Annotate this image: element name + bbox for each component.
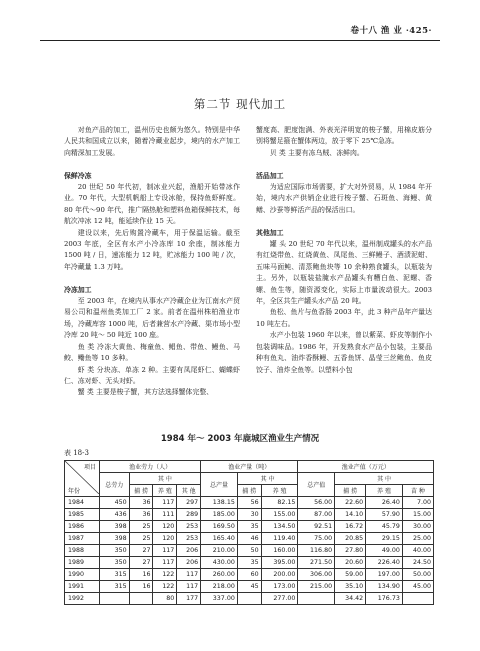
value-cell: 30.00 [402, 521, 433, 533]
table-row [65, 593, 434, 605]
value-cell: 134.90 [366, 581, 403, 593]
value-cell: 253 [177, 521, 201, 533]
value-cell: 120 [153, 533, 177, 545]
header-total-labor: 总劳力 [100, 473, 130, 497]
table-row [65, 557, 434, 569]
table-row [65, 569, 434, 581]
table-title: 1984 年～ 2003 年鹿城区渔业生产情况 [160, 434, 320, 444]
value-cell: 306.00 [298, 569, 335, 581]
section-title: 第二节 现代加工 [193, 97, 287, 111]
value-cell: 60 [237, 569, 261, 581]
year-cell: 1985 [65, 509, 100, 521]
value-cell: 215.00 [298, 581, 335, 593]
value-cell: 116.80 [298, 545, 335, 557]
value-cell: 45 [237, 581, 261, 593]
value-cell: 50.00 [402, 569, 433, 581]
header-aquaculture: 养 殖 [261, 485, 298, 497]
paragraph: 鱼松、鱼片与鱼香肠 2003 年，此 3 种产品年产量达 10 吨左右。 [256, 308, 432, 328]
subheading-live: 活品加工 [256, 171, 284, 180]
value-cell: 117 [153, 557, 177, 569]
value-cell: 80 [153, 593, 177, 605]
value-cell: 57.90 [366, 509, 403, 521]
table-row [65, 497, 434, 509]
value-cell: 117 [153, 545, 177, 557]
value-cell: 117 [153, 497, 177, 509]
value-cell: 169.50 [201, 521, 238, 533]
left-column [64, 125, 240, 399]
value-cell: 315 [100, 569, 130, 581]
value-cell: 92.51 [298, 521, 335, 533]
value-cell: 155.00 [261, 509, 298, 521]
value-cell: 35.10 [335, 581, 366, 593]
value-cell: 120 [153, 521, 177, 533]
value-cell: 29.15 [366, 533, 403, 545]
header-of: 其 中 [129, 473, 201, 485]
header-seed: 苗 种 [402, 485, 433, 497]
paragraph: 20 世纪 50 年代初，制冰业兴起，渔船开始带冰作业。70 年代，大型机帆船上专设冰舱，保持鱼虾鲜度。80 年代～90 年代，推广隔热舱和塑料鱼箱保鲜技术，每航次冲冰 12 吨，能延续作业 15 天。 [64, 183, 240, 226]
value-cell: 40.00 [402, 545, 433, 557]
year-cell: 1989 [65, 557, 100, 569]
value-cell: 297 [177, 497, 201, 509]
value-cell: 122 [153, 569, 177, 581]
value-cell: 49.00 [366, 545, 403, 557]
value-cell: 36 [129, 509, 153, 521]
table-row [65, 581, 434, 593]
value-cell [129, 593, 153, 605]
paragraph: 建设以来，先后购置冷藏车，用于保温运输。截至 2003 年底，全区有水产小冷冻库 10 余座，制冰能力 1500 吨 / 日，速冻能力 12 吨，贮冰能力 100 吨 / 次，年冷藏量 1.3 万吨。 [64, 228, 240, 271]
header-text: 卷十八 渔 业 ·425· [350, 26, 432, 36]
value-cell [402, 593, 433, 605]
value-cell: 177 [177, 593, 201, 605]
value-cell: 289 [177, 509, 201, 521]
header-fishing: 捕 捞 [129, 485, 153, 497]
value-cell: 134.50 [261, 521, 298, 533]
value-cell: 206 [177, 545, 201, 557]
value-cell: 185.00 [201, 509, 238, 521]
table-row [65, 545, 434, 557]
value-cell: 277.00 [261, 593, 298, 605]
value-cell: 27 [129, 557, 153, 569]
value-cell: 197.00 [366, 569, 403, 581]
value-cell: 45.00 [402, 581, 433, 593]
table-row [65, 533, 434, 545]
year-cell: 1986 [65, 521, 100, 533]
value-cell: 22.60 [335, 497, 366, 509]
value-cell: 111 [153, 509, 177, 521]
header-output: 渔业产量（吨） [201, 461, 298, 473]
paragraph: 贝 类 主要有冻乌贼、冻鲜肉。 [269, 148, 364, 157]
paragraph: 罐 头 20 世纪 70 年代以来，温州制成罐头的水产品有红烧带鱼、红烧黄鱼、凤尾鱼、三鲜鳗子、酒渍泥蚶、五味马面鲀、清蒸鲍鱼块等 10 余种熟食罐头，以瓶装为主。另外，以瓶装盐腌水产品罐头有糟白鱼、泥螺、香螺、鱼生等，随资源变化，实际上市量波动很大。2003 年，全区共生产罐头水产品 20 吨。 [256, 240, 432, 306]
value-cell: 398 [100, 533, 130, 545]
value-cell: 50 [237, 545, 261, 557]
year-cell: 1988 [65, 545, 100, 557]
value-cell: 176.73 [366, 593, 403, 605]
subheading-other: 其他加工 [256, 228, 284, 237]
header-total-output: 总产量 [201, 473, 238, 497]
value-cell: 450 [100, 497, 130, 509]
paragraph: 虾 类 分块冻、单冻 2 种。主要有凤尾虾仁、蝴蝶虾仁、冻对虾、无头对虾。 [64, 365, 240, 385]
value-cell: 337.00 [201, 593, 238, 605]
value-cell: 46 [237, 533, 261, 545]
value-cell: 27.80 [335, 545, 366, 557]
year-cell: 1987 [65, 533, 100, 545]
value-cell: 35 [237, 557, 261, 569]
table-label: 表 18-3 [64, 449, 89, 457]
value-cell: 26.40 [366, 497, 403, 509]
value-cell: 395.00 [261, 557, 298, 569]
year-cell: 1984 [65, 497, 100, 509]
header-aquaculture: 养 殖 [153, 485, 177, 497]
value-cell: 260.00 [201, 569, 238, 581]
header-of: 其 中 [237, 473, 298, 485]
value-cell: 24.50 [402, 557, 433, 569]
value-cell [298, 593, 335, 605]
value-cell: 87.00 [298, 509, 335, 521]
value-cell: 119.40 [261, 533, 298, 545]
paragraph: 为适应国际市场需要，扩大对外贸易，从 1984 年开始，境内水产供销企业进行梭子蟹、石斑鱼、海鳗、黄鳝、沙蚕等鲜活产品的保活出口。 [256, 183, 432, 214]
value-cell: 7.00 [402, 497, 433, 509]
value-cell: 82.15 [261, 497, 298, 509]
value-cell: 117 [177, 581, 201, 593]
value-cell: 20.85 [335, 533, 366, 545]
value-cell: 36 [129, 497, 153, 509]
header-aquaculture: 养 殖 [366, 485, 403, 497]
value-cell: 25 [129, 533, 153, 545]
value-cell: 27 [129, 545, 153, 557]
paragraph: 蟹度高、肥度饱满、外表光洋明宽的梭子蟹，用棉皮筋分别将蟹足箍在蟹体两边，放于零下 25℃急冻。 [256, 126, 432, 146]
header-fishing: 捕 捞 [237, 485, 261, 497]
value-cell [100, 593, 130, 605]
intro-paragraph: 对鱼产品的加工，温州历史也颇为悠久。特别是中华人民共和国成立以来，随着冷藏业起步，境内的水产加工向精深加工发展。 [64, 126, 240, 157]
header-fishing: 捕 捞 [335, 485, 366, 497]
value-cell: 25.00 [402, 533, 433, 545]
header-rule [40, 40, 440, 41]
header-other: 其 他 [177, 485, 201, 497]
diagonal-header-cell [65, 461, 100, 497]
value-cell: 20.60 [335, 557, 366, 569]
value-cell: 271.50 [298, 557, 335, 569]
value-cell: 45.79 [366, 521, 403, 533]
value-cell: 315 [100, 581, 130, 593]
right-column [256, 125, 432, 376]
header-value: 渔业产值（万元） [298, 461, 434, 473]
value-cell: 210.00 [201, 545, 238, 557]
value-cell: 430.00 [201, 557, 238, 569]
value-cell: 56.00 [298, 497, 335, 509]
header-labor: 渔业劳力（人） [100, 461, 201, 473]
value-cell: 75.00 [298, 533, 335, 545]
table-row [65, 521, 434, 533]
year-cell: 1990 [65, 569, 100, 581]
value-cell: 117 [177, 569, 201, 581]
value-cell: 15.00 [402, 509, 433, 521]
subheading-preservation: 保鲜冷冻 [64, 171, 92, 180]
value-cell: 59.00 [335, 569, 366, 581]
paragraph: 鱼 类 冷冻大黄鱼、梅童鱼、鲳鱼、带鱼、鳗鱼、马鲛、鳓鱼等 10 多种。 [64, 342, 240, 363]
year-cell: 1991 [65, 581, 100, 593]
paragraph: 蟹 类 主要是梭子蟹，其方法选择蟹体完整、 [77, 388, 214, 397]
fishery-table [64, 460, 434, 605]
value-cell: 35 [237, 521, 261, 533]
table-row [65, 509, 434, 521]
value-cell: 165.40 [201, 533, 238, 545]
value-cell: 218.00 [201, 581, 238, 593]
value-cell: 226.40 [366, 557, 403, 569]
value-cell: 122 [153, 581, 177, 593]
header-total-value: 总产值 [298, 473, 335, 497]
diag-top-label: 项目 [83, 464, 96, 471]
paragraph: 至 2003 年，在境内从事水产冷藏企业为江南水产贸易公司和温州鱼类加工厂 2 家。前者在温州株柏渔业市场，冷藏库容 1000 吨，后者兼营水产冷藏、渠市场小型冷库 20 吨～ 50 吨近 100 座。 [64, 297, 240, 340]
value-cell: 160.00 [261, 545, 298, 557]
value-cell [237, 593, 261, 605]
value-cell: 16 [129, 569, 153, 581]
year-cell: 1992 [65, 593, 100, 605]
value-cell: 173.00 [261, 581, 298, 593]
value-cell: 138.15 [201, 497, 238, 509]
value-cell: 25 [129, 521, 153, 533]
value-cell: 350 [100, 557, 130, 569]
value-cell: 206 [177, 557, 201, 569]
value-cell: 16.72 [335, 521, 366, 533]
value-cell: 56 [237, 497, 261, 509]
value-cell: 14.10 [335, 509, 366, 521]
value-cell: 30 [237, 509, 261, 521]
value-cell: 200.00 [261, 569, 298, 581]
header-of: 其 中 [335, 473, 434, 485]
value-cell: 398 [100, 521, 130, 533]
value-cell: 350 [100, 545, 130, 557]
value-cell: 253 [177, 533, 201, 545]
value-cell: 436 [100, 509, 130, 521]
paragraph: 水产小包装 1960 年以来，曾以紫菜、虾皮等制作小包装调味品。1986 年，开发熟食水产品小包装，主要品种有鱼丸、油炸香酥鳗、五香鱼饼、晶莹三丝鲍鱼、鱼皮饺子、油炸全鱼等。以塑料小包 [256, 331, 432, 374]
diag-bottom-label: 年份 [68, 488, 81, 495]
value-cell: 34.42 [335, 593, 366, 605]
subheading-frozen: 冷冻加工 [64, 285, 92, 294]
running-header [0, 24, 480, 38]
value-cell: 16 [129, 581, 153, 593]
